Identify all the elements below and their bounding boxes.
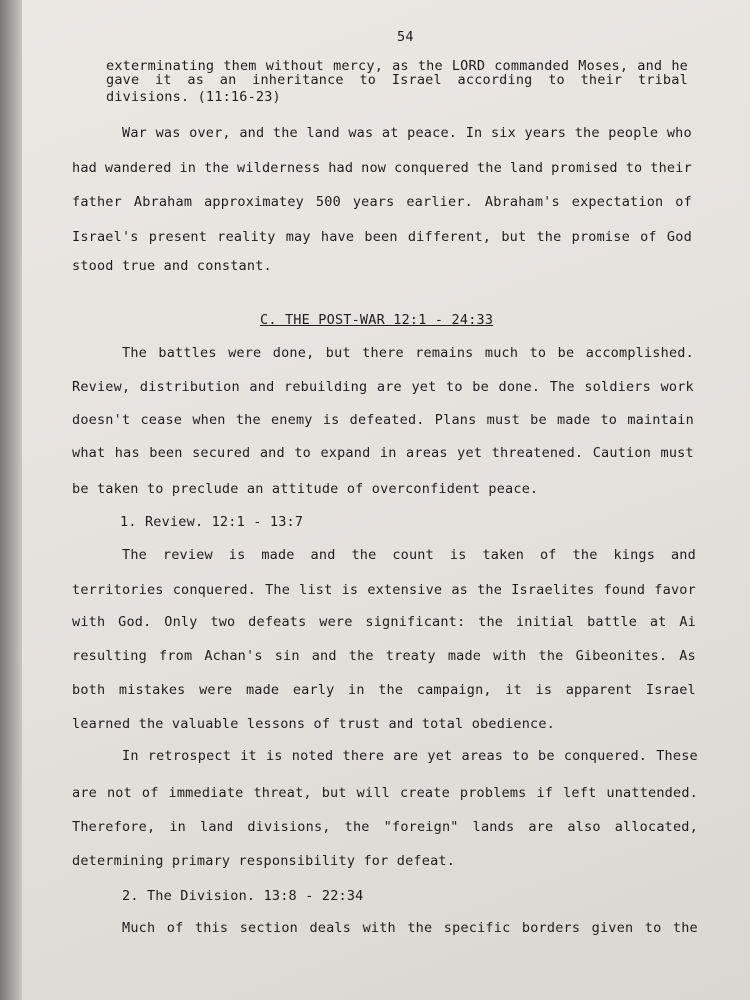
section-heading: C. THE POST-WAR 12:1 - 24:33 bbox=[260, 312, 494, 328]
subheading-division: 2. The Division. 13:8 - 22:34 bbox=[122, 888, 364, 904]
paragraph-line: territories conquered. The list is extensive as the Israelites found favor bbox=[72, 582, 696, 598]
subheading-review: 1. Review. 12:1 - 13:7 bbox=[120, 514, 304, 530]
paragraph-line: Israel's present reality may have been different, but the promise of God bbox=[72, 229, 692, 245]
book-binding bbox=[0, 0, 22, 1000]
paragraph-line: had wandered in the wilderness had now conquered the land promised to their bbox=[72, 160, 692, 176]
paragraph-line: In retrospect it is noted there are yet areas to be conquered. These bbox=[122, 748, 698, 764]
paragraph-line: The review is made and the count is taken of the kings and bbox=[122, 547, 696, 563]
quote-line: exterminating them without mercy, as the LORD commanded Moses, and he bbox=[106, 58, 688, 74]
paragraph-line: Much of this section deals with the specific borders given to the bbox=[122, 920, 698, 936]
page-number: 54 bbox=[397, 29, 414, 45]
paragraph-line: both mistakes were made early in the campaign, it is apparent Israel bbox=[72, 682, 696, 698]
paragraph-line: what has been secured and to expand in areas yet threatened. Caution must bbox=[72, 445, 694, 461]
paragraph-line: resulting from Achan's sin and the treaty made with the Gibeonites. As bbox=[72, 648, 696, 664]
paragraph-line: The battles were done, but there remains much to be accomplished. bbox=[122, 345, 694, 361]
paragraph-line: determining primary responsibility for defeat. bbox=[72, 853, 456, 869]
document-page bbox=[22, 0, 750, 1000]
paragraph-line: Therefore, in land divisions, the "foreign" lands are also allocated, bbox=[72, 819, 698, 835]
quote-line: divisions. (11:16-23) bbox=[106, 89, 281, 105]
paragraph-line: father Abraham approximatey 500 years earlier. Abraham's expectation of bbox=[72, 194, 692, 210]
paragraph-line: Review, distribution and rebuilding are yet to be done. The soldiers work bbox=[72, 379, 694, 395]
paragraph-line: be taken to preclude an attitude of overconfident peace. bbox=[72, 481, 539, 497]
quote-line: gave it as an inheritance to Israel according to their tribal bbox=[106, 72, 688, 88]
paragraph-line: War was over, and the land was at peace. In six years the people who bbox=[122, 125, 692, 141]
paragraph-line: are not of immediate threat, but will create problems if left unattended. bbox=[72, 785, 698, 801]
paragraph-line: learned the valuable lessons of trust and total obedience. bbox=[72, 716, 556, 732]
paragraph-line: stood true and constant. bbox=[72, 258, 272, 274]
paragraph-line: with God. Only two defeats were significant: the initial battle at Ai bbox=[72, 614, 696, 630]
paragraph-line: doesn't cease when the enemy is defeated. Plans must be made to maintain bbox=[72, 412, 694, 428]
